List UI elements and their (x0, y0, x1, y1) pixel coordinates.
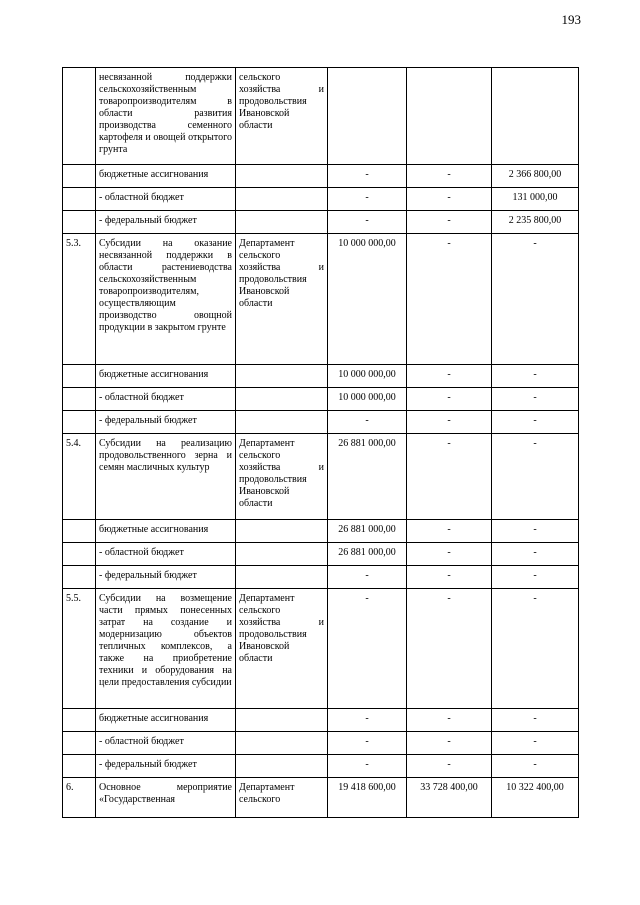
amount-year-3: - (492, 520, 579, 543)
executor-empty (236, 211, 328, 234)
budget-subrow (63, 165, 579, 188)
measure-name: несвязанной поддержки сельскохозяйственным товаропроизводителям в области развития производства семенного картофеля и овощей открытого грунта (96, 68, 236, 165)
budget-table-body (63, 68, 579, 818)
budget-subrow (63, 388, 579, 411)
amount-year-2: - (407, 165, 492, 188)
executor-name: Департамент сельского хозяйства и продовольствия Ивановской области (236, 434, 328, 520)
budget-source-label: - областной бюджет (96, 188, 236, 211)
amount-year-3: - (492, 388, 579, 411)
amount-year-1 (328, 68, 407, 165)
amount-year-3: 2 366 800,00 (492, 165, 579, 188)
measure-row (63, 589, 579, 709)
budget-subrow (63, 520, 579, 543)
measure-name: Основное мероприятие «Государственная (96, 778, 236, 818)
amount-year-3: 2 235 800,00 (492, 211, 579, 234)
budget-subrow (63, 211, 579, 234)
executor-name: Департамент сельского хозяйства и продовольствия Ивановской области (236, 234, 328, 365)
budget-source-label: бюджетные ассигнования (96, 520, 236, 543)
amount-year-1: - (328, 211, 407, 234)
amount-year-2: - (407, 365, 492, 388)
measure-number: 5.4. (63, 434, 96, 520)
amount-year-1: 10 000 000,00 (328, 234, 407, 365)
measure-number: 6. (63, 778, 96, 818)
amount-year-1: - (328, 566, 407, 589)
amount-year-2: - (407, 388, 492, 411)
budget-source-label: - областной бюджет (96, 543, 236, 566)
budget-subrow (63, 543, 579, 566)
measure-number-empty (63, 543, 96, 566)
amount-year-1: 26 881 000,00 (328, 520, 407, 543)
budget-source-label: бюджетные ассигнования (96, 365, 236, 388)
measure-number: 5.5. (63, 589, 96, 709)
measure-number-empty (63, 411, 96, 434)
amount-year-1: - (328, 732, 407, 755)
executor-empty (236, 543, 328, 566)
amount-year-3 (492, 68, 579, 165)
executor-name: Департамент сельского хозяйства и продовольствия Ивановской области (236, 589, 328, 709)
amount-year-2: - (407, 543, 492, 566)
amount-year-2: - (407, 566, 492, 589)
amount-year-3: - (492, 434, 579, 520)
amount-year-3: - (492, 732, 579, 755)
amount-year-3: 131 000,00 (492, 188, 579, 211)
amount-year-2 (407, 68, 492, 165)
budget-subrow (63, 566, 579, 589)
executor-name: сельского хозяйства и продовольствия Ивановской области (236, 68, 328, 165)
executor-empty (236, 165, 328, 188)
budget-subrow (63, 411, 579, 434)
amount-year-2: - (407, 434, 492, 520)
amount-year-2: - (407, 755, 492, 778)
measure-number-empty (63, 165, 96, 188)
amount-year-3: 10 322 400,00 (492, 778, 579, 818)
amount-year-1: 26 881 000,00 (328, 434, 407, 520)
amount-year-2: - (407, 589, 492, 709)
amount-year-1: 19 418 600,00 (328, 778, 407, 818)
page-number: 193 (561, 12, 581, 27)
budget-source-label: - федеральный бюджет (96, 566, 236, 589)
amount-year-1: - (328, 589, 407, 709)
amount-year-2: - (407, 520, 492, 543)
measure-name: Субсидии на оказание несвязанной поддержки в области растениеводства сельскохозяйственным товаропроизводителям, осуществляющим производство овощной продукции в закрытом грунте (96, 234, 236, 365)
amount-year-1: 10 000 000,00 (328, 365, 407, 388)
measure-row (63, 68, 579, 165)
executor-empty (236, 755, 328, 778)
amount-year-2: 33 728 400,00 (407, 778, 492, 818)
budget-source-label: бюджетные ассигнования (96, 165, 236, 188)
amount-year-3: - (492, 755, 579, 778)
measure-number-empty (63, 709, 96, 732)
measure-number-empty (63, 520, 96, 543)
amount-year-3: - (492, 234, 579, 365)
executor-empty (236, 188, 328, 211)
measure-number (63, 68, 96, 165)
executor-empty (236, 520, 328, 543)
executor-empty (236, 411, 328, 434)
amount-year-3: - (492, 566, 579, 589)
amount-year-1: - (328, 755, 407, 778)
amount-year-1: 26 881 000,00 (328, 543, 407, 566)
measure-number-empty (63, 365, 96, 388)
budget-source-label: - областной бюджет (96, 732, 236, 755)
executor-empty (236, 709, 328, 732)
measure-number-empty (63, 388, 96, 411)
budget-source-label: - областной бюджет (96, 388, 236, 411)
amount-year-1: - (328, 165, 407, 188)
budget-source-label: - федеральный бюджет (96, 411, 236, 434)
measure-number-empty (63, 732, 96, 755)
budget-source-label: бюджетные ассигнования (96, 709, 236, 732)
amount-year-3: - (492, 709, 579, 732)
amount-year-3: - (492, 411, 579, 434)
budget-subrow (63, 755, 579, 778)
amount-year-3: - (492, 589, 579, 709)
executor-empty (236, 732, 328, 755)
measure-name: Субсидии на реализацию продовольственного зерна и семян масличных культур (96, 434, 236, 520)
executor-empty (236, 388, 328, 411)
amount-year-2: - (407, 411, 492, 434)
measure-number-empty (63, 211, 96, 234)
budget-subrow (63, 732, 579, 755)
amount-year-1: 10 000 000,00 (328, 388, 407, 411)
budget-source-label: - федеральный бюджет (96, 211, 236, 234)
measure-number-empty (63, 755, 96, 778)
budget-subrow (63, 365, 579, 388)
executor-name: Департамент сельского (236, 778, 328, 818)
amount-year-2: - (407, 211, 492, 234)
amount-year-3: - (492, 543, 579, 566)
measure-row (63, 434, 579, 520)
amount-year-3: - (492, 365, 579, 388)
measure-row (63, 778, 579, 818)
budget-table (62, 67, 579, 818)
measure-number-empty (63, 188, 96, 211)
budget-subrow (63, 709, 579, 732)
amount-year-2: - (407, 732, 492, 755)
budget-subrow (63, 188, 579, 211)
amount-year-1: - (328, 411, 407, 434)
measure-number: 5.3. (63, 234, 96, 365)
amount-year-1: - (328, 188, 407, 211)
amount-year-2: - (407, 709, 492, 732)
measure-name: Субсидии на возмещение части прямых понесенных затрат на создание и модернизацию объектов тепличных комплексов, а также на приобретение техники и оборудования на цели предоставления субсидии (96, 589, 236, 709)
executor-empty (236, 365, 328, 388)
amount-year-1: - (328, 709, 407, 732)
budget-source-label: - федеральный бюджет (96, 755, 236, 778)
amount-year-2: - (407, 234, 492, 365)
measure-number-empty (63, 566, 96, 589)
executor-empty (236, 566, 328, 589)
amount-year-2: - (407, 188, 492, 211)
measure-row (63, 234, 579, 365)
